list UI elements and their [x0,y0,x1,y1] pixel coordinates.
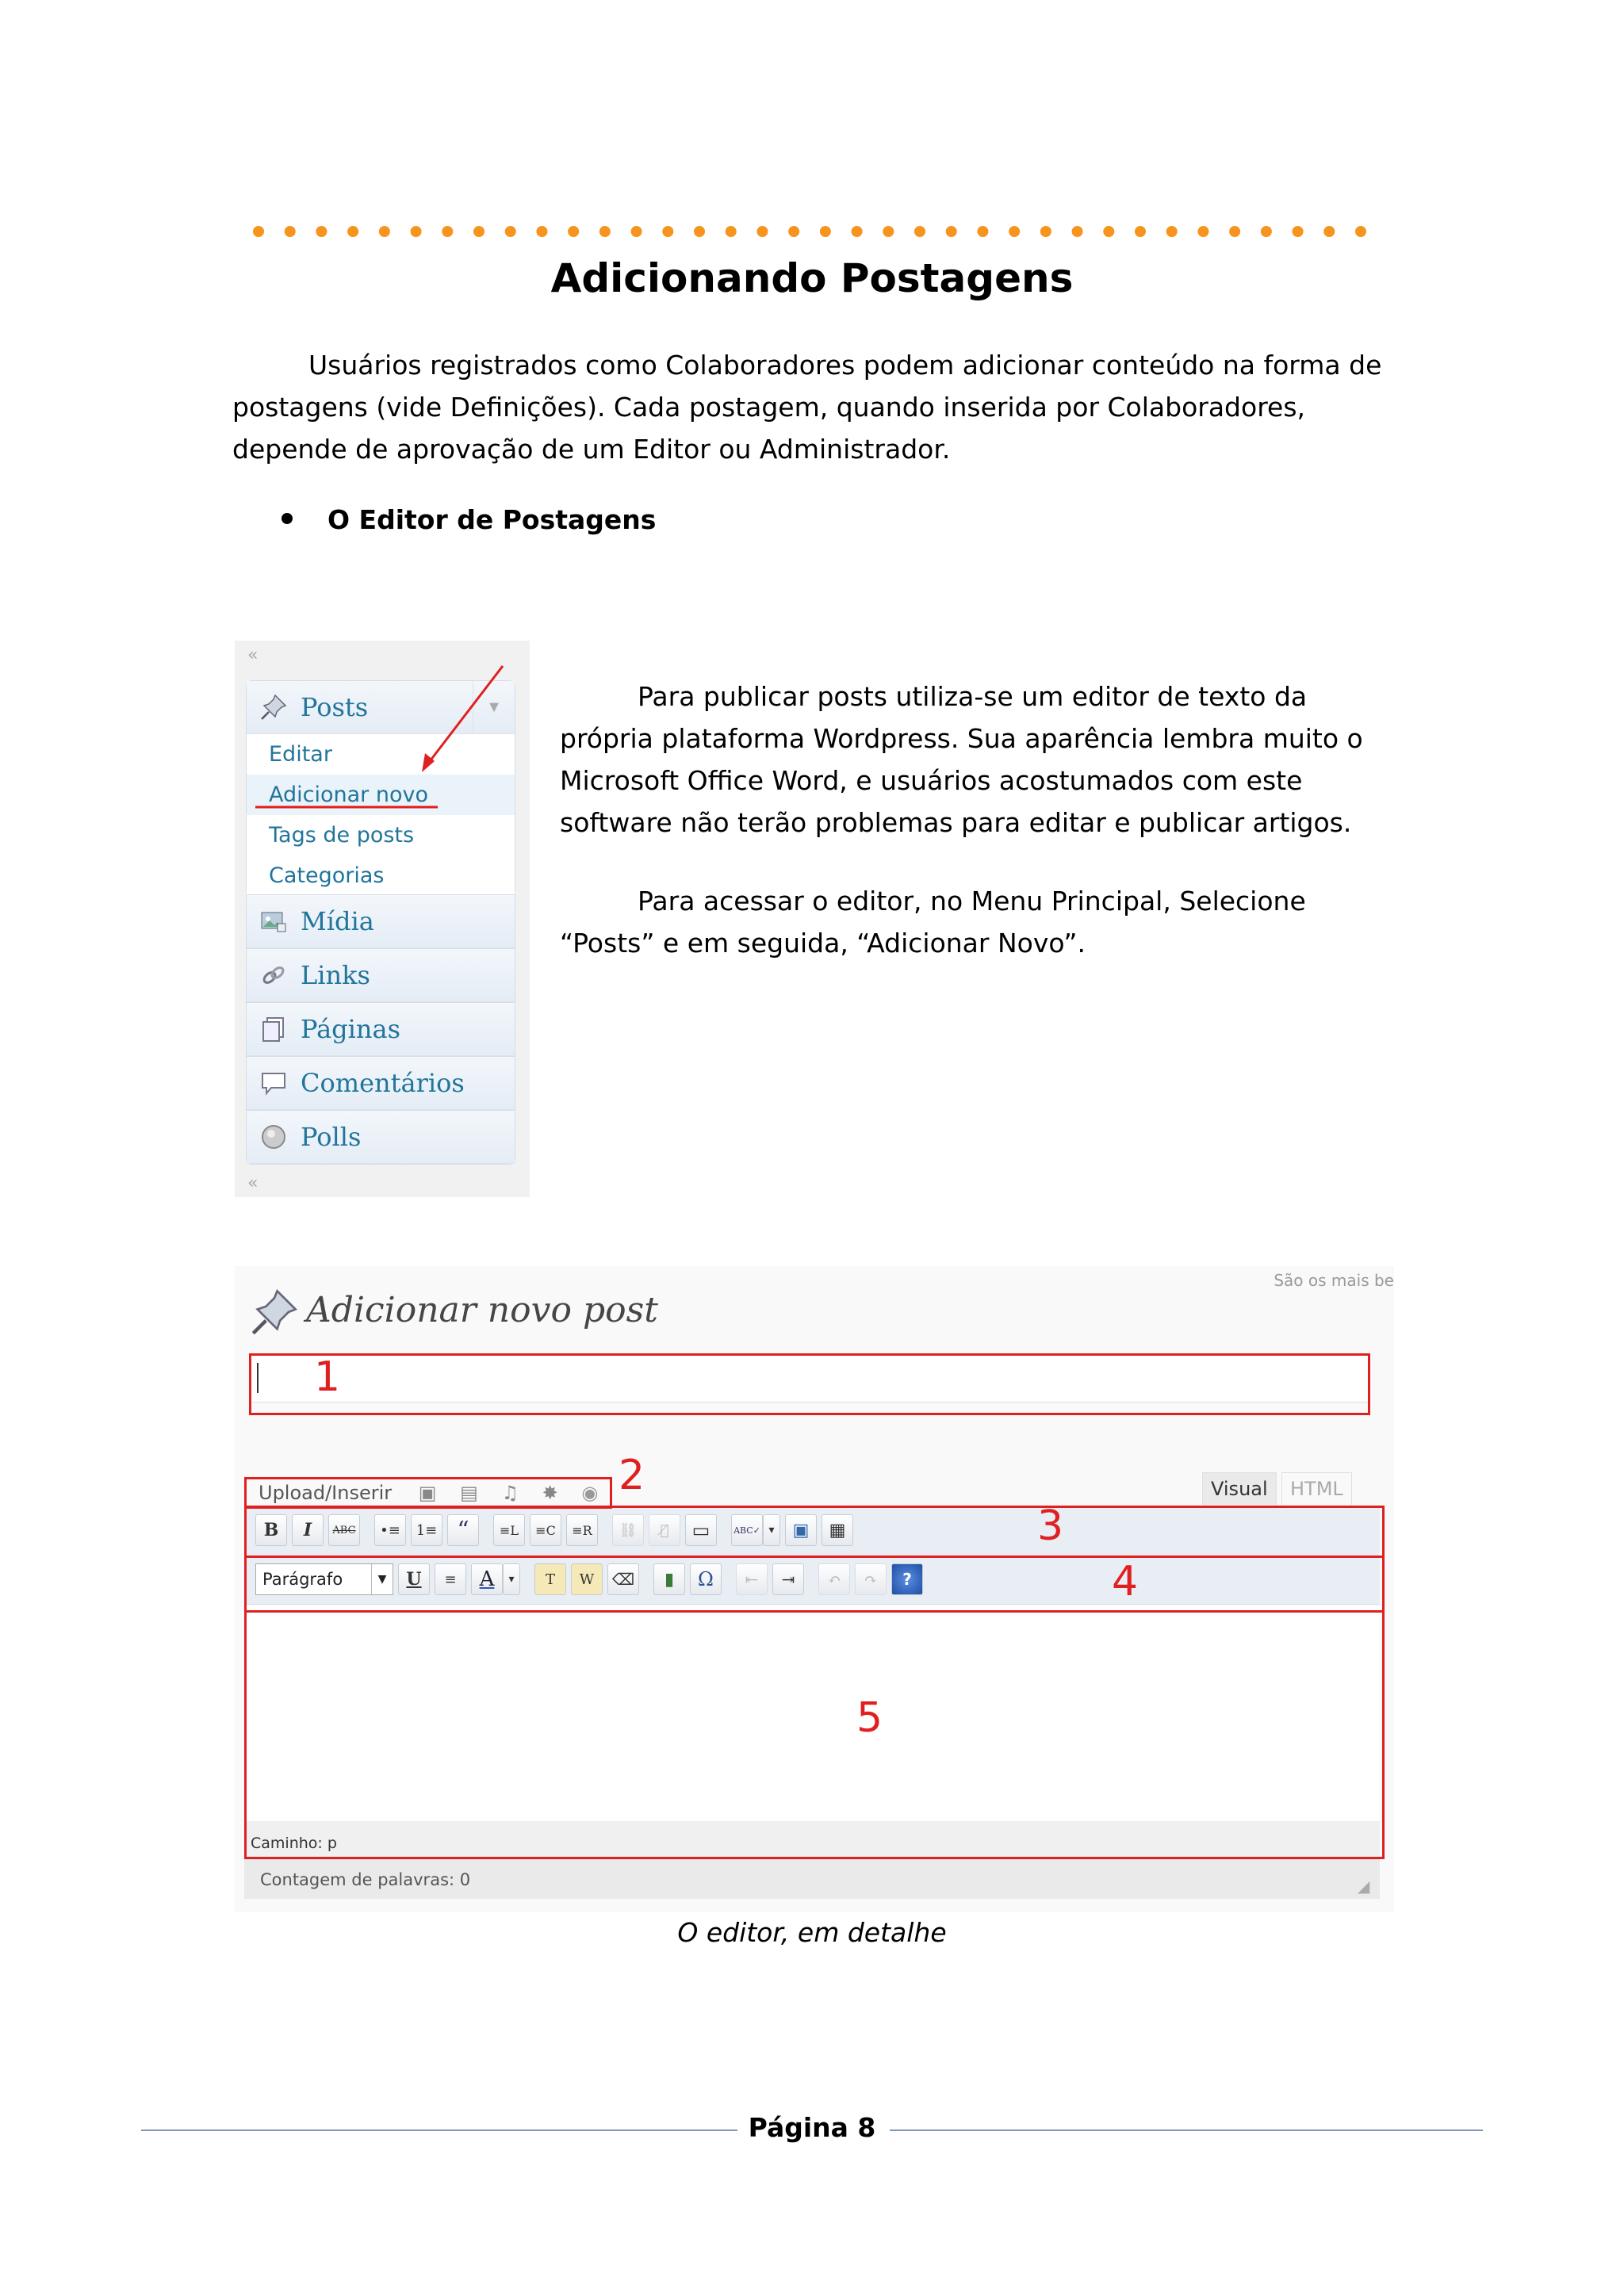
collapse-top-icon[interactable]: « [247,645,259,665]
rule-dot [946,226,957,237]
format-select-value: Parágrafo [262,1570,343,1589]
unlink-button[interactable]: ⛓̸ [649,1514,680,1546]
align-center-button[interactable]: ≡C [530,1514,561,1546]
post-editor-screenshot [235,1266,1394,1912]
upload-label: Upload/Inserir [259,1482,393,1504]
blockquote-button[interactable]: “ [447,1514,479,1546]
sidebar-item-label: Páginas [301,1014,400,1044]
special-char-button[interactable]: Ω [690,1563,722,1595]
decorative-dotted-rule [252,224,1367,239]
rule-dot [1135,226,1146,237]
submenu-item-adicionar-novo[interactable]: Adicionar novo [247,775,515,815]
annotation-box-4 [244,1556,1385,1613]
rule-dot [599,226,611,237]
redo-button[interactable]: ↷ [855,1563,887,1595]
align-left-button[interactable]: ≡L [493,1514,525,1546]
editor-heading: Adicionar novo post [306,1290,658,1330]
rule-dot [505,226,516,237]
rule-dot [253,226,264,237]
text-color-dropdown[interactable]: ▾ [503,1563,520,1595]
figure-caption: O editor, em detalhe [677,1917,947,1948]
submenu-item-editar[interactable]: Editar [269,742,332,767]
rule-dot [411,226,422,237]
sidebar-item-label: Mídia [301,906,374,936]
rule-dot [536,226,547,237]
collapse-bottom-icon[interactable]: « [247,1173,259,1193]
bold-button[interactable]: B [255,1514,287,1546]
annotation-box-5 [244,1610,1385,1859]
rule-dot [1040,226,1051,237]
rule-dot [914,226,925,237]
annotation-number-2: 2 [619,1452,645,1499]
rule-dot [694,226,705,237]
resize-handle-icon[interactable]: ◢ [1358,1878,1370,1896]
intro-text: Usuários registrados como Colaboradores podem adicionar conteúdo na forma de postagens (vide Definições). Cada postagem, quando inserida por Colaboradores, depende de aprovação de um Editor ou Administrador. [232,350,1382,465]
italic-button[interactable]: I [292,1514,324,1546]
rule-dot [852,226,863,237]
insert-media-button[interactable]: ▮ [653,1563,685,1595]
rule-dot [379,226,390,237]
rule-dot [1009,226,1020,237]
sidebar-item-label: Polls [301,1122,362,1152]
annotation-number-3: 3 [1037,1502,1064,1550]
help-button[interactable]: ? [891,1563,923,1595]
annotation-number-1: 1 [314,1353,341,1401]
insert-other-icon[interactable]: ◉ [581,1482,599,1504]
posts-label: Posts [301,692,369,722]
side-paragraph-2 [560,880,1392,964]
spellcheck-button[interactable]: ABC✓ [731,1514,763,1546]
rule-dot [1072,226,1083,237]
section-bullet [282,504,656,535]
side-paragraph-1 [560,675,1392,844]
side-text-1: Para publicar posts utiliza-se um editor de texto da própria plataforma Wordpress. Sua aparência lembra muito o Microsoft Office Word, e usuários acostumados com este software não terão problemas para editar e publicar artigos. [560,681,1363,838]
indent-button[interactable]: ⇥ [772,1563,804,1595]
annotation-number-5: 5 [856,1694,883,1742]
editor-top-hint: São os mais be [1274,1271,1394,1290]
clear-format-button[interactable]: ⌫ [607,1563,639,1595]
rule-dot [883,226,894,237]
annotation-box-3 [244,1506,1385,1558]
rule-dot [473,226,485,237]
rule-dot [1166,226,1178,237]
rule-dot [1229,226,1240,237]
justify-button[interactable]: ≡ [435,1563,466,1595]
rule-dot [1197,226,1208,237]
paste-word-button[interactable]: W [571,1563,603,1595]
text-color-button[interactable]: A [471,1563,503,1595]
rule-dot [977,226,988,237]
rule-dot [788,226,799,237]
spellcheck-dropdown[interactable]: ▾ [763,1514,780,1546]
intro-paragraph [232,344,1382,470]
word-count: Contagem de palavras: 0 [244,1859,1380,1899]
rule-dot [347,226,358,237]
rule-dot [1323,226,1335,237]
rule-dot [1355,226,1366,237]
bullet-heading: O Editor de Postagens [327,504,657,535]
insert-image-icon[interactable]: ▣ [418,1482,437,1504]
underline-button[interactable]: U [398,1563,430,1595]
strikethrough-button[interactable]: ABC [328,1514,360,1546]
bullet-list-button[interactable]: •≡ [374,1514,406,1546]
rule-dot [442,226,453,237]
bullet-dot [282,513,293,524]
paste-text-button[interactable]: T [534,1563,566,1595]
editor-path: Caminho: p [244,1821,1380,1859]
rule-dot [662,226,673,237]
undo-button[interactable]: ↶ [818,1563,850,1595]
insert-video-icon[interactable]: ▤ [460,1482,478,1504]
align-right-button[interactable]: ≡R [566,1514,598,1546]
sidebar-item-label: Links [301,960,370,990]
insert-link-button[interactable]: ⛓ [612,1514,644,1546]
footer-rule-right [890,2130,1483,2131]
rule-dot [568,226,579,237]
rule-dot [756,226,768,237]
submenu-item-categorias[interactable]: Categorias [269,863,385,888]
rule-dot [820,226,831,237]
rule-dot [1293,226,1304,237]
outdent-button[interactable]: ⇤ [736,1563,768,1595]
tab-visual[interactable]: Visual [1202,1472,1277,1505]
submenu-item-tags[interactable]: Tags de posts [269,823,415,848]
page-title: Adicionando Postagens [550,255,1074,301]
rule-dot [726,226,737,237]
tab-html[interactable]: HTML [1281,1472,1352,1505]
rule-dot [631,226,642,237]
insert-more-button[interactable]: ▭ [685,1514,717,1546]
annotation-box-2 [244,1477,612,1509]
side-description [560,675,1392,1001]
kitchen-sink-button[interactable]: ▦ [822,1514,853,1546]
chevron-down-icon: ▼ [486,698,502,716]
rule-dot [1103,226,1114,237]
red-arrow-annotation [235,641,530,1197]
insert-media-icon[interactable]: ✸ [542,1482,558,1504]
rule-dot [1261,226,1272,237]
annotation-number-4: 4 [1112,1558,1139,1605]
insert-audio-icon[interactable]: ♫ [501,1482,519,1504]
wordpress-sidebar-screenshot [235,641,530,1197]
side-text-2: Para acessar o editor, no Menu Principal, Selecione “Posts” e em seguida, “Adicionar Novo”. [560,886,1306,959]
page-number: Página 8 [748,2112,876,2143]
fullscreen-button[interactable]: ▣ [785,1514,817,1546]
annotation-box-1 [249,1353,1370,1415]
rule-dot [285,226,296,237]
pushpin-icon [249,1287,300,1341]
rule-dot [316,226,327,237]
sidebar-item-label: Comentários [301,1068,465,1098]
chevron-down-icon: ▼ [371,1564,393,1594]
numbered-list-button[interactable]: 1≡ [411,1514,442,1546]
